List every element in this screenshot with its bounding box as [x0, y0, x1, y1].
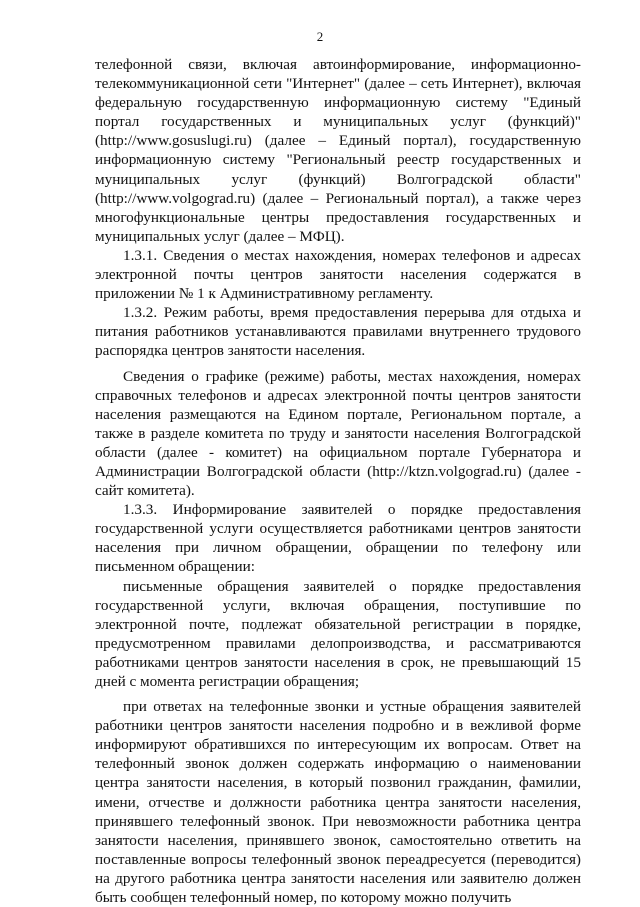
paragraph-phone-calls: при ответах на телефонные звонки и устные обращения заявителей работники центров занятости населения подробно и в вежливой форме информируют обратившихся по интересующим их вопросам. Ответ на телефонный звонок должен содержать информацию о наименовании центра занятости населения, в который позвонил гражданин, фамилии, имени, отчестве и должности работника центра занятости населения, принявшего телефонный звонок. При невозможности работника центра занятости населения, принявшего звонок, самостоятельно ответить на поставленные вопросы телефонный звонок переадресуется (переводится) на другого работника центра занятости населения или заявителю должен быть сообщен телефонный номер, по которому можно получить	[95, 698, 581, 907]
paragraph-1-3-3: 1.3.3. Информирование заявителей о порядке предоставления государственной услуги осуществляется работниками центров занятости населения при личном обращении, обращении по телефону или письменном обращении:	[95, 501, 581, 576]
page-number: 2	[316, 29, 324, 44]
paragraph-continuation: телефонной связи, включая автоинформирование, информационно-телекоммуникационной сети "Интернет" (далее – сеть Интернет), включая федеральную государственную информационную систему "Единый портал государственных и муниципальных услуг (функций)" (http://www.gosuslugi.ru) (далее – Единый портал), государственную информационную систему "Региональный реестр государственных и муниципальных услуг (функций) Волгоградской области" (http://www.volgograd.ru) (далее – Региональный портал), а также через многофункциональные центры предоставления государственных и муниципальных услуг (далее – МФЦ).	[95, 56, 581, 245]
paragraph-1-3-1: 1.3.1. Сведения о местах нахождения, номерах телефонов и адресах электронной почты центров занятости населения содержатся в приложении № 1 к Административному регламенту.	[95, 246, 581, 303]
document-body	[95, 55, 581, 907]
paragraph-schedule-info: Сведения о графике (режиме) работы, местах нахождения, номерах справочных телефонов и адресах электронной почты центров занятости населения размещаются на Едином портале, Региональном портале, а также в разделе комитета по труду и занятости населения Волгоградской области (далее - комитет) на официальном портале Губернатора и Администрации Волгоградской области (http://ktzn.volgograd.ru) (далее - сайт комитета).	[95, 367, 581, 500]
paragraph-1-3-2: 1.3.2. Режим работы, время предоставления перерыва для отдыха и питания работников устанавливаются правилами внутреннего трудового распорядка центров занятости населения.	[95, 304, 581, 360]
paragraph-written-requests: письменные обращения заявителей о порядке предоставления государственной услуги, включая обращения, поступившие по электронной почте, подлежат обязательной регистрации в порядке, предусмотренном правилами делопроизводства, и рассматриваются работниками центров занятости населения в срок, не превышающий 15 дней с момента регистрации обращения;	[95, 577, 581, 690]
